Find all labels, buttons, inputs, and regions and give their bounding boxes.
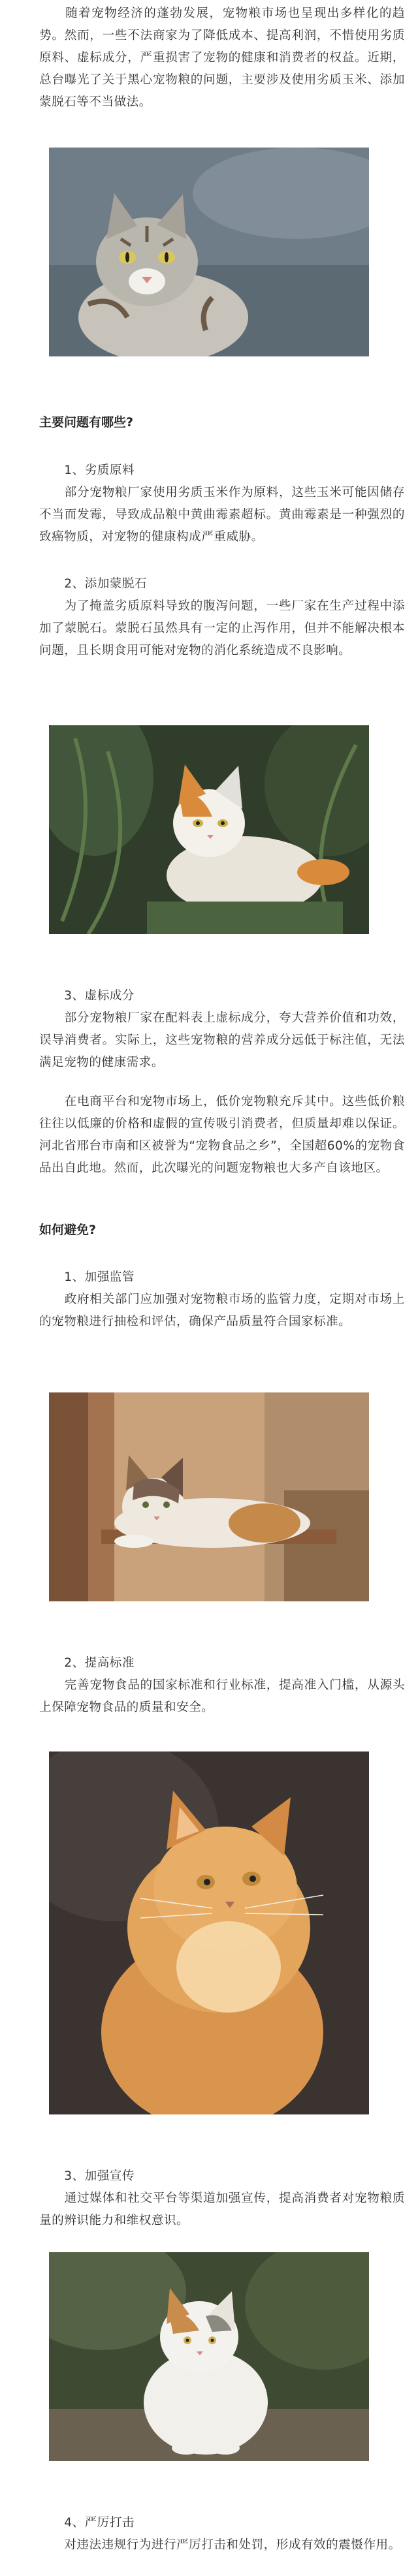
problem-3-title: 3、虚标成分	[39, 989, 135, 1003]
photo-white-cat	[49, 2252, 369, 2461]
fluffy-orange-cat-illustration	[49, 1751, 369, 2114]
orange-white-cat-illustration	[49, 725, 369, 934]
tabby-cat-illustration	[49, 148, 369, 356]
photo-fluffy-orange-cat	[49, 1751, 369, 2114]
problem-2-title: 2、添加蒙脱石	[39, 577, 148, 591]
avoid-1-title: 1、加强监管	[39, 1270, 135, 1284]
market-paragraph: 在电商平台和宠物市场上，低价宠物粮充斥其中。这些低价粮往往以低廉的价格和虚假的宣传吸引消费者，但质量却难以保证。河北省邢台市南和区被誉为“宠物食品之乡”，全国超60%的宠物食品出自此地。然而，此次曝光的问题宠物粮也大多产自该地区。	[39, 1095, 405, 1175]
problems-heading: 主要问题有哪些?	[39, 415, 134, 430]
avoid-1-body: 政府相关部门应加强对宠物粮市场的监管力度，定期对市场上的宠物粮进行抽检和评估，确保产品质量符合国家标准。	[39, 1293, 405, 1328]
calico-cat-illustration	[49, 1392, 369, 1601]
problem-1-title: 1、劣质原料	[39, 463, 135, 477]
avoid-2-body: 完善宠物食品的国家标准和行业标准，提高准入门槛，从源头上保障宠物食品的质量和安全。	[39, 1678, 405, 1714]
white-cat-illustration	[49, 2252, 369, 2461]
intro-paragraph: 随着宠物经济的蓬勃发展，宠物粮市场也呈现出多样化的趋势。然而，一些不法商家为了降低成本、提高利润，不惜使用劣质原料、虚标成分，严重损害了宠物的健康和消费者的权益。近期，总台曝光了关于黑心宠物粮的问题，主要涉及使用劣质玉米、添加蒙脱石等不当做法。	[39, 7, 405, 109]
problem-1-body: 部分宠物粮厂家使用劣质玉米作为原料，这些玉米可能因储存不当而发霉，导致成品粮中黄曲霉素超标。黄曲霉素是一种强烈的致癌物质，对宠物的健康构成严重威胁。	[39, 486, 405, 544]
photo-orange-white-cat	[49, 725, 369, 934]
avoid-heading: 如何避免?	[39, 1223, 97, 1237]
avoid-4-body: 对违法违规行为进行严厉打击和处罚，形成有效的震慑作用。	[39, 2538, 401, 2552]
avoid-4-title: 4、严厉打击	[39, 2516, 135, 2530]
problem-3-body: 部分宠物粮厂家在配料表上虚标成分，夸大营养价值和功效，误导消费者。实际上，这些宠物粮的营养成分远低于标注值，无法满足宠物的健康需求。	[39, 1011, 405, 1069]
problem-2-body: 为了掩盖劣质原料导致的腹泻问题，一些厂家在生产过程中添加了蒙脱石。蒙脱石虽然具有一定的止泻作用，但并不能解决根本问题，且长期食用可能对宠物的消化系统造成不良影响。	[39, 599, 405, 657]
avoid-3-body: 通过媒体和社交平台等渠道加强宣传，提高消费者对宠物粮质量的辨识能力和维权意识。	[39, 2191, 405, 2227]
avoid-2-title: 2、提高标准	[39, 1656, 135, 1670]
photo-calico-cat	[49, 1392, 369, 1601]
photo-tabby-cat	[49, 148, 369, 356]
avoid-3-title: 3、加强宣传	[39, 2169, 135, 2183]
